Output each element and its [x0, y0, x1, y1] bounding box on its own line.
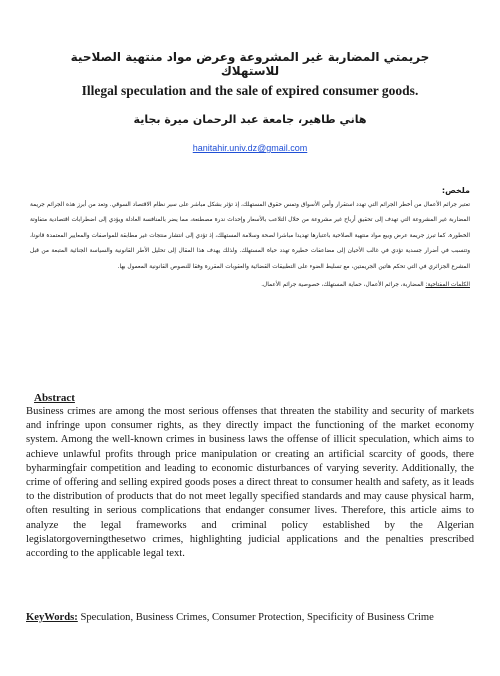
english-title: Illegal speculation and the sale of expired consumer goods. [81, 83, 419, 98]
arabic-keywords [30, 282, 470, 288]
arabic-abstract-heading: ملخص: [441, 186, 470, 195]
keywords-text: Speculation, Business Crimes, Consumer Protection, Specificity of Business Crime [80, 612, 434, 623]
english-abstract [26, 391, 474, 561]
arabic-abstract [30, 186, 470, 288]
author-email-link[interactable]: hanitahir.univ.dz@gmail.com [192, 143, 308, 153]
abstract-body: Business crimes are among the most serious offenses that threaten the stability and security of markets and infringe upon consumer rights, as they directly impact the functioning of the market economy system. Among the well-known crimes in business laws the offense of illicit speculation, which aims to achieve unlawful profits through price manipulation or creating an artificial scarcity of goods, there byharmingfair competition and leading to economic disturbances of varying severity. Additionally, the crime of offering and selling expired goods poses a direct threat to consumer health and safety, as it leads to the distribution of products that do not meet legally specified standards and may cause physical harm, often resulting in serious complications that endanger consumer lives. Therefore, this article aims to analyze the legal frameworks and criminal policy established by the Algerian legislatorgoverningthesetwo crimes, highlighting judicial applications and the penalties prescribed according to the applicable legal text. [26, 406, 474, 560]
keywords-label: KeyWords: [26, 612, 78, 623]
arabic-title: جريمتي المضاربة غير المشروعة وعرض مواد منتهية الصلاحية للاستهلاك [70, 50, 430, 78]
author-line: هاني طاهير، جامعة عبد الرحمان ميرة بجاية [133, 113, 367, 126]
keywords-section [26, 611, 474, 625]
arabic-keywords-label: الكلمات المفتاحية: [425, 282, 470, 289]
abstract-heading: Abstract [34, 392, 75, 404]
arabic-abstract-body: تعتبر جرائم الأعمال من أخطر الجرائم التي تهدد استقرار وأمن الأسواق وتمس حقوق المستهلك، إذ تؤثر بشكل مباشر على سير نظام الاقتصاد السوقي. وتعد من أبرز هذه الجرائم جريمة المضاربة غير المشروعة التي تهدف إلى تحقيق أرباح غير مشروعة من خلال التلاعب بالأسعار وإحداث ندرة مصطنعة، مما يضر بالمنافسة العادلة ويؤدي إلى اضطرابات اقتصادية متفاوتة الخطورة. كما تبرز جريمة عرض وبيع مواد منتهية الصلاحية باعتبارها تهديدا مباشرا لصحة وسلامة المستهلك، إذ تؤدي إلى انتشار منتجات غير مطابقة للمواصفات والمعايير المعتمدة قانونا، وتتسبب في أضرار جسدية تؤدي في غالب الأحيان إلى مضاعفات خطيرة تهدد حياة المستهلك. ولذلك يهدف هذا المقال إلى تحليل الأطر القانونية والسياسة الجنائية المتبعة من قبل المشرع الجزائري في التي تحكم هاتين الجريمتين، مع تسليط الضوء على التطبيقات القضائية والعقوبات المقررة وفقا للنصوص القانونية المعمول بها. [30, 202, 470, 270]
arabic-keywords-text: المضاربة، جرائم الأعمال، حماية المستهلك، خصوصية جرائم الأعمال. [261, 282, 424, 289]
